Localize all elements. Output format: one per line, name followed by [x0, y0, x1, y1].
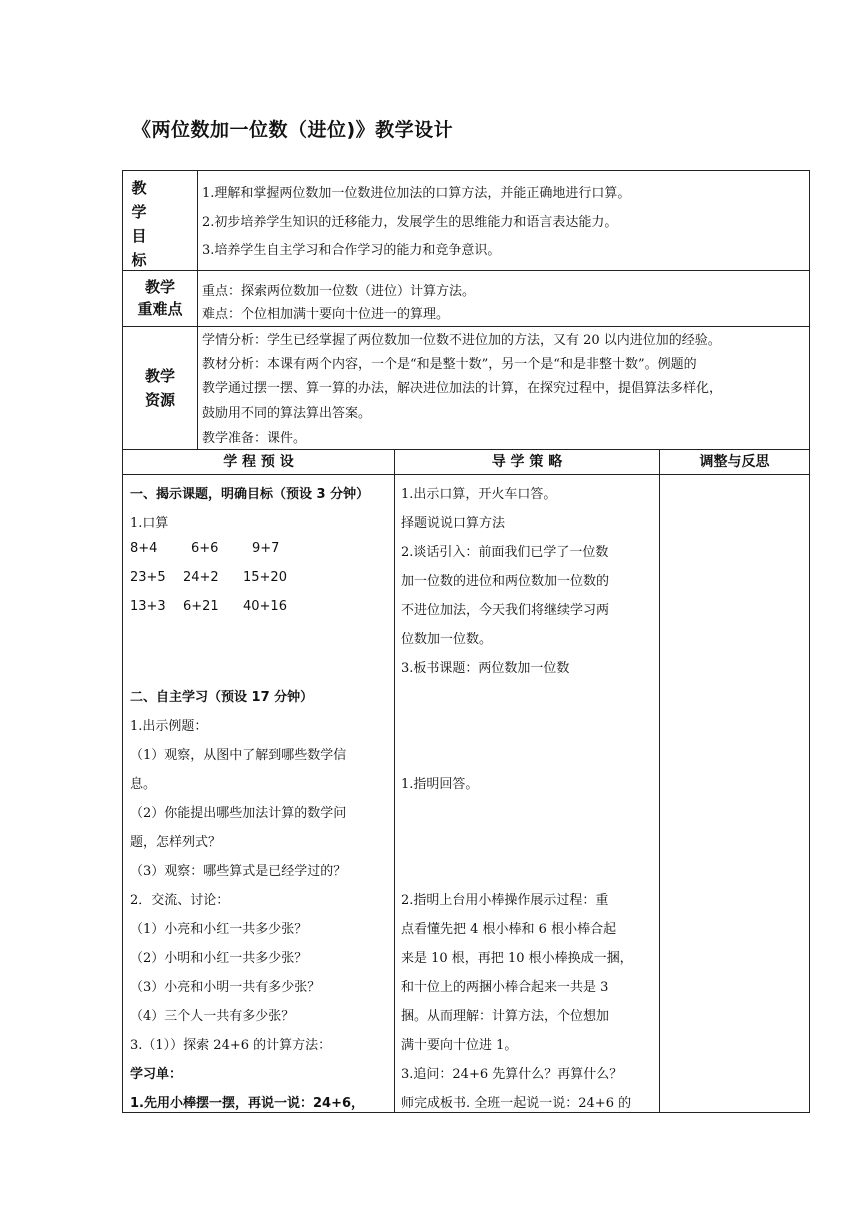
calc-item: 24+2 [183, 570, 219, 585]
strategy-line: 2.谈话引入：前面我们已学了一位数 [401, 545, 609, 560]
calc-item: 15+20 [243, 570, 287, 585]
strategy-line: 1.出示口算，开火车口答。 [401, 487, 557, 502]
strategy-line: 和十位上的两捆小棒合起来一共是 3 [401, 980, 609, 995]
strategy-line: 2.指明上台用小棒操作展示过程：重 [401, 893, 609, 908]
strategy-line: 不进位加法，今天我们将继续学习两 [401, 603, 610, 618]
process-line: 2．交流、讨论： [130, 893, 230, 908]
worksheet-label: 学习单： [130, 1067, 183, 1082]
calc-item: 6+21 [183, 599, 219, 614]
process-line: （1）观察，从图中了解到哪些数学信 [130, 748, 347, 763]
strategy-answer: 1.指明回答。 [401, 777, 479, 792]
process-line: （3）小亮和小明一共有多少张？ [130, 980, 321, 995]
process-line: 息。 [130, 777, 157, 792]
strategy-line: 择题说说口算方法 [401, 516, 506, 531]
strategy-line: 师完成板书. 全班一起说一说：24+6 的 [401, 1096, 632, 1111]
goal-item: 1.理解和掌握两位数加一位数进位加法的口算方法，并能正确地进行口算。 [202, 186, 631, 201]
process-line: （4）三个人一共有多少张？ [130, 1009, 295, 1024]
resource-line: 学情分析：学生已经掌握了两位数加一位数不进位加的方法，又有 20 以内进位加的经验。 [202, 333, 721, 348]
calc-item: 40+16 [243, 599, 287, 614]
strategy-line: 来是 10 根，再把 10 根小棒换成一捆， [401, 951, 633, 966]
resource-line: 鼓励用不同的算法算出答案。 [202, 406, 372, 421]
keypoint-item: 重点：探索两位数加一位数（进位）计算方法。 [202, 284, 476, 299]
strategy-line: 捆。从而理解：计算方法，个位想加 [401, 1009, 610, 1024]
process-line: （3）观察：哪些算式是已经学过的？ [130, 864, 347, 879]
strategy-line: 3.追问：24+6 先算什么？再算什么？ [401, 1067, 623, 1082]
process-line: （2）你能提出哪些加法计算的数学问 [130, 806, 347, 821]
strategy-line: 点看懂先把 4 根小棒和 6 根小棒合起 [401, 922, 617, 937]
goal-item: 3.培养学生自主学习和合作学习的能力和竞争意识。 [202, 243, 501, 258]
column-header-strategy: 导 学 策 略 [491, 454, 563, 470]
resources-label: 教学 资源 [144, 367, 175, 409]
strategy-line: 位数加一位数。 [401, 632, 493, 647]
process-line: （2）小明和小红一共多少张？ [130, 951, 308, 966]
calc-item: 8+4 [130, 541, 158, 556]
column-header-process: 学 程 预 设 [223, 454, 294, 470]
page-title: 《两位数加一位数（进位)》教学设计 [132, 119, 454, 141]
section-heading: 二、自主学习（预设 17 分钟） [130, 690, 314, 705]
calc-item: 13+3 [130, 599, 166, 614]
process-line: 题，怎样列式？ [130, 835, 222, 850]
keypoints-label: 教学 重难点 [137, 278, 183, 318]
process-line: 1.出示例题： [130, 719, 208, 734]
goal-item: 2.初步培养学生知识的迁移能力，发展学生的思维能力和语言表达能力。 [202, 215, 618, 230]
process-line: 3.（1））探索 24+6 的计算方法： [130, 1038, 332, 1053]
process-line: （1）小亮和小红一共多少张？ [130, 922, 308, 937]
column-header-reflection: 调整与反思 [699, 454, 770, 470]
calc-item: 23+5 [130, 570, 166, 585]
calc-item: 9+7 [252, 541, 280, 556]
section-heading: 一、揭示课题，明确目标（预设 3 分钟） [130, 487, 370, 502]
goals-label: 教 学 目 标 [131, 179, 147, 269]
resource-line: 教学准备：课件。 [202, 431, 307, 446]
calc-item: 6+6 [191, 541, 219, 556]
strategy-line: 加一位数的进位和两位数加一位数的 [401, 574, 610, 589]
strategy-line: 满十要向十位进 1。 [401, 1038, 518, 1053]
keypoint-item: 难点：个位相加满十要向十位进一的算理。 [202, 307, 450, 322]
worksheet-item: 1.先用小棒摆一摆，再说一说：24+6， [130, 1096, 365, 1111]
oral-calc-label: 1.口算 [130, 516, 169, 531]
resource-line: 教学通过摆一摆、算一算的办法，解决进位加法的计算，在探究过程中，提倡算法多样化， [202, 381, 723, 396]
strategy-line: 3.板书课题：两位数加一位数 [401, 661, 570, 676]
resource-line: 教材分析：本课有两个内容，一个是“和是整十数”，另一个是“和是非整十数”。例题的 [202, 357, 697, 372]
